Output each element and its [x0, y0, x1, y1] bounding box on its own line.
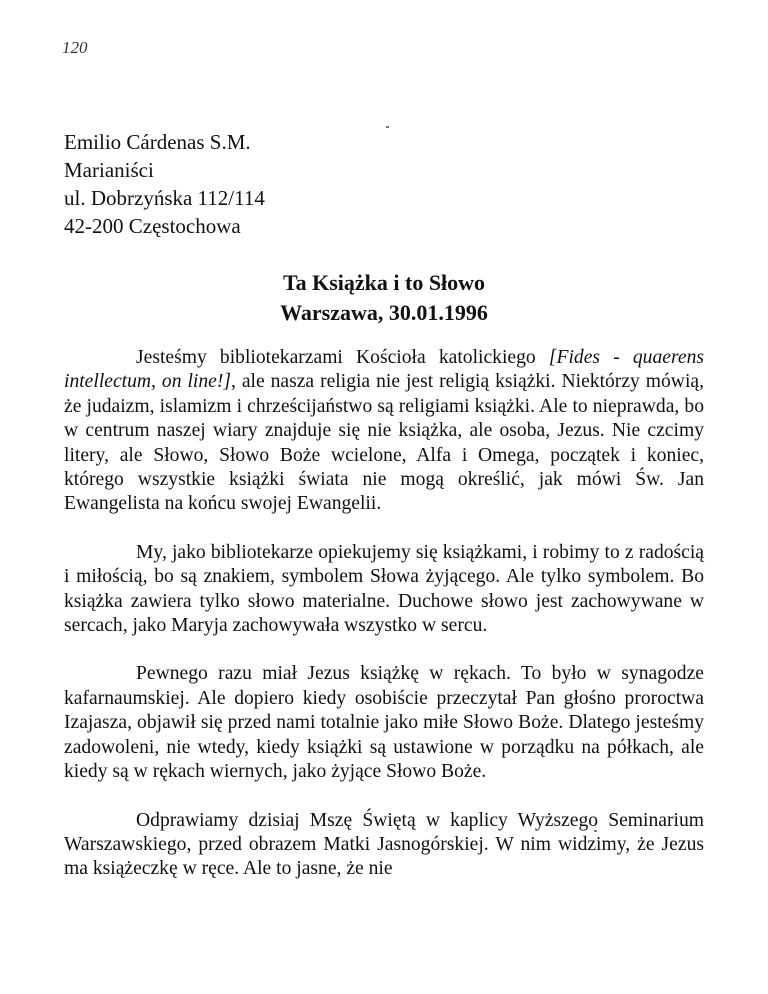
paragraph-3: Pewnego razu miał Jezus książkę w rękach. To było w synagodze kafarnaumskiej. Ale dopiero kiedy osobiście przeczytał Pan głośno proroctwa Izajasza, objawił się przed nami totalnie jako miłe Słowo Boże. Dlatego jesteśmy zadowoleni, nie wtedy, kiedy książki są ustawione w porządku na półkach, ale kiedy są w rękach wiernych, jako żyjące Słowo Boże.	[64, 663, 704, 783]
sender-address	[64, 128, 265, 240]
document-title: Ta Książka i to Słowo	[282, 270, 486, 295]
document-body	[64, 346, 704, 882]
scan-speck	[386, 126, 389, 128]
address-organization: Marianiści	[64, 158, 154, 182]
paragraph-4: Odprawiamy dzisiaj Mszę Świętą w kaplicy Wyższego Seminarium Warszawskiego, przed obrazem Matki Jasnogórskiej. W nim widzimy, że Jezus ma książeczkę w ręce. Ale to jasne, że nie	[64, 809, 704, 880]
paragraph-1	[64, 346, 704, 517]
paragraph-1-text-b: , ale nasza religia nie jest religią książki. Niektórzy mówią, że judaizm, islamizm i chrześcijaństwo są religiami książki. Ale to nieprawda, bo w centrum naszej wiary znajduje się nie książka, ale osoba, Jezus. Nie czcimy litery, ale Słowo, Słowo Boże wcielone, Alfa i Omega, początek i koniec, którego wszystkie książki świata nie mogą określić, jak mówi Św. Jan Ewangelista na końcu swojej Ewangelii.	[64, 371, 705, 515]
paragraph-2: My, jako bibliotekarze opiekujemy się książkami, i robimy to z radością i miłością, bo są znakiem, symbolem Słowa żyjącego. Ale tylko symbolem. Bo książka zawiera tylko słowo materialne. Duchowe słowo jest zachowywane w sercach, jako Maryja zachowywała wszystko w sercu.	[64, 541, 704, 637]
address-city: 42-200 Częstochowa	[64, 214, 241, 238]
address-street: ul. Dobrzyńska 112/114	[64, 186, 265, 210]
scan-speck	[594, 830, 597, 832]
paragraph-1-text-a: Jesteśmy bibliotekarzami Kościoła katolickiego	[136, 347, 549, 368]
document-heading	[64, 268, 704, 328]
document-place-date: Warszawa, 30.01.1996	[280, 300, 488, 325]
page-number: 120	[62, 38, 88, 57]
address-name: Emilio Cárdenas S.M.	[64, 130, 251, 154]
paragraph-1-italic: [Fides - quaerens intellectum, on line!]	[64, 347, 704, 393]
